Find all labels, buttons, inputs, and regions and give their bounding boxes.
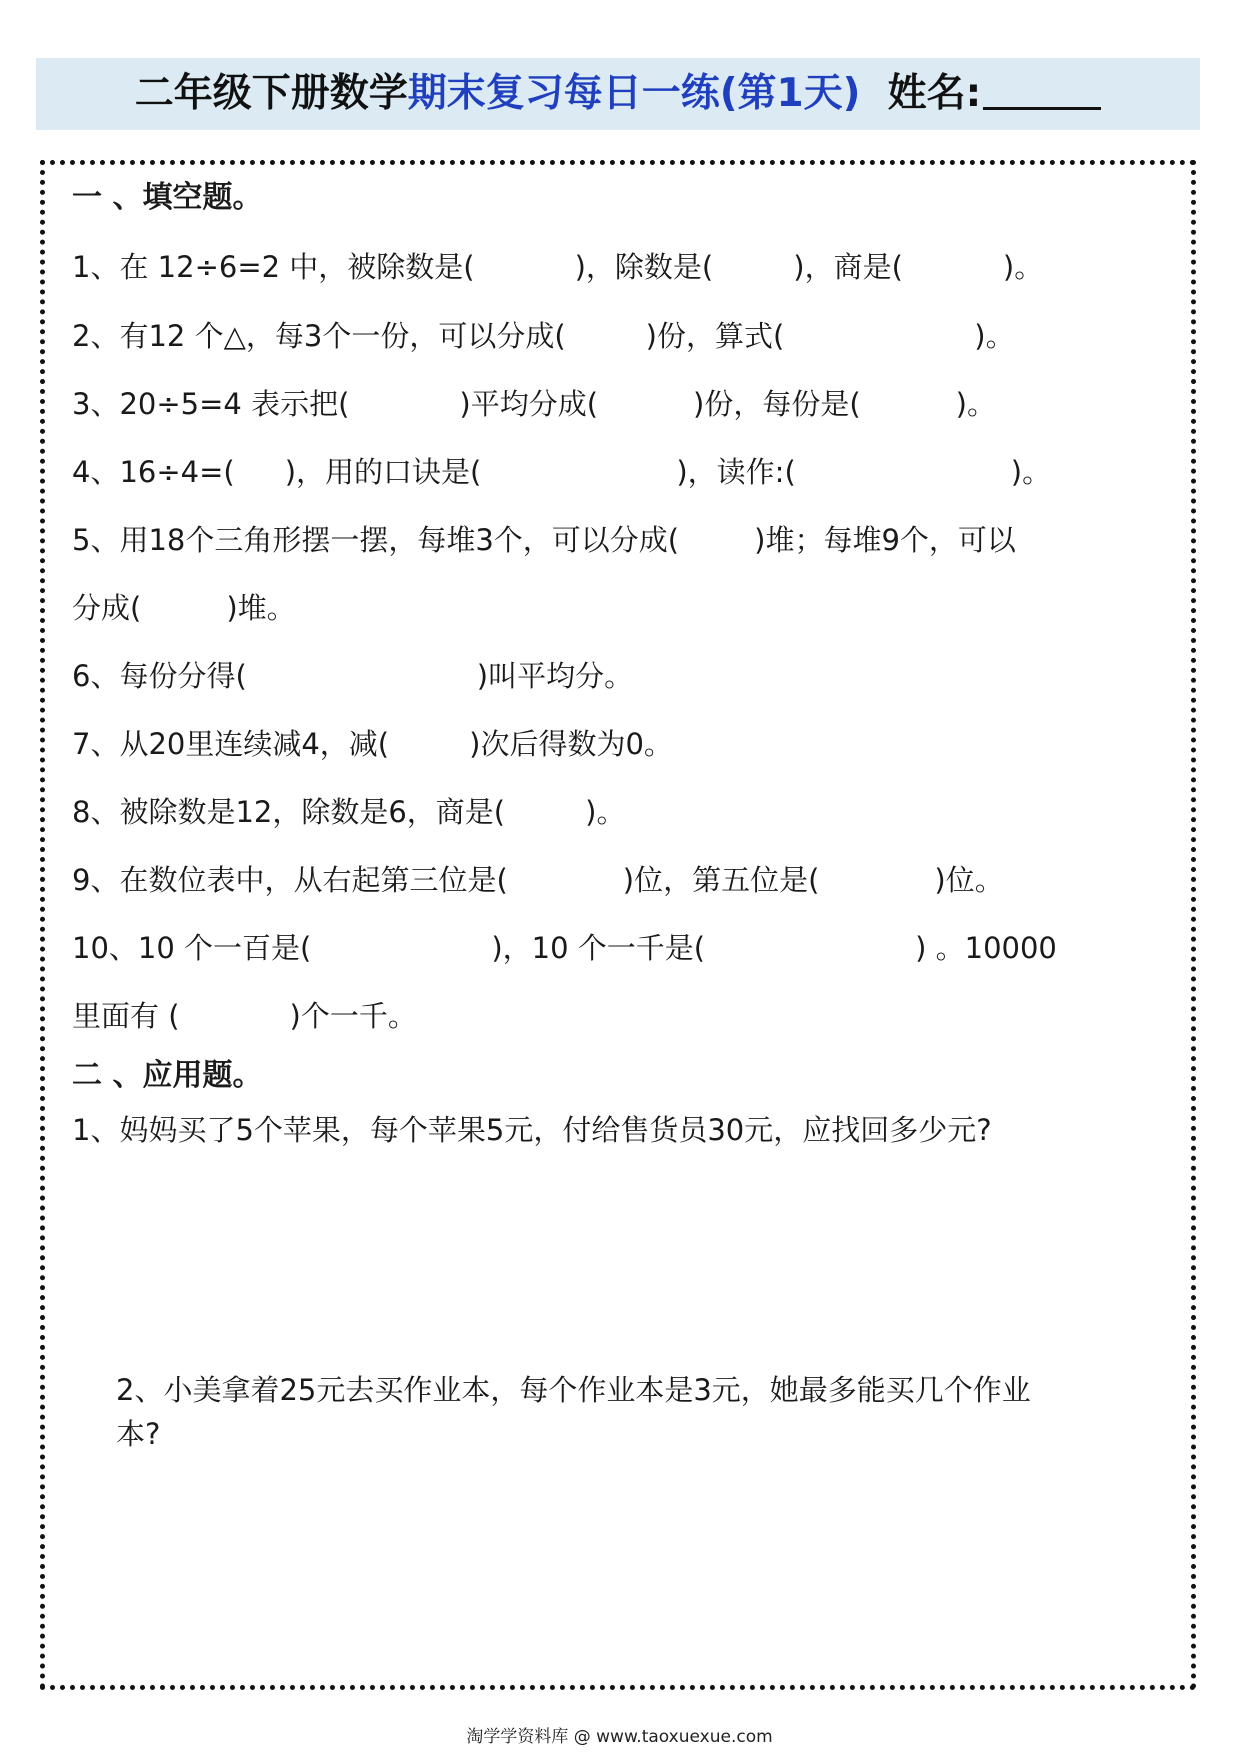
question-9 [72,860,1004,900]
q3-part-b: )平均分成( [459,387,599,421]
q10-part-c: ) 。10000 [915,931,1057,965]
q8-part-a: 8、被除数是12，除数是6，商是( [72,795,506,829]
q1-part-c: )，商是( [793,250,903,284]
question-10 [72,928,1057,968]
q2-part-a: 2、有12 个△，每3个一份，可以分成( [72,319,566,353]
question-5-continued [72,588,296,628]
worksheet-title [36,58,1200,130]
question-1 [72,247,1043,287]
question-6 [72,656,633,696]
question-4 [72,452,1051,492]
q3-part-c: )份，每份是( [693,387,861,421]
q10-part-d: 里面有 ( [72,999,180,1033]
section-application-heading: 二 、应用题。 [72,1058,263,1093]
q4-part-d: )。 [1010,455,1052,489]
q8-part-b: )。 [585,795,626,829]
application-problem-2-line-1: 2、小美拿着25元去买作业本，每个作业本是3元，她最多能买几个作业 [116,1373,1031,1407]
q9-part-a: 9、在数位表中，从右起第三位是( [72,863,508,897]
title-banner [36,58,1200,130]
question-10-continued [72,996,417,1036]
q1-part-b: )，除数是( [574,250,714,284]
question-7 [72,724,673,764]
q10-part-a: 10、10 个一百是( [72,931,312,965]
q7-part-b: )次后得数为0。 [469,727,673,761]
section-fill-in-heading: 一 、填空题。 [72,180,263,215]
q4-part-a: 4、16÷4=( [72,455,235,489]
q5-part-d: )堆。 [226,591,296,625]
q1-part-d: )。 [1002,250,1044,284]
question-8 [72,792,625,832]
question-2 [72,316,1015,356]
q3-part-d: )。 [955,387,996,421]
footer-source: 淘学学资料库 @ www.taoxuexue.com [466,1727,773,1747]
title-topic: 期末复习每日一练(第1天) [407,71,861,116]
q10-part-e: )个一千。 [289,999,417,1033]
application-problem-2-line-2: 本? [116,1417,161,1451]
q5-part-a: 5、用18个三角形摆一摆，每堆3个，可以分成( [72,523,680,557]
q6-part-b: )叫平均分。 [476,659,634,693]
q5-part-b: )堆；每堆9个，可以 [754,523,1016,557]
q2-part-b: )份，算式( [645,319,785,353]
q9-part-b: )位，第五位是( [622,863,820,897]
application-problem-1: 1、妈妈买了5个苹果，每个苹果5元，付给售货员30元，应找回多少元? [72,1113,992,1147]
q4-part-c: )，读作:( [676,455,796,489]
q3-part-a: 3、20÷5=4 表示把( [72,387,350,421]
name-field[interactable] [983,73,1101,110]
q6-part-a: 6、每份分得( [72,659,247,693]
q2-part-c: )。 [974,319,1015,353]
q1-part-a: 1、在 12÷6=2 中，被除数是( [72,250,475,284]
q10-part-b: )，10 个一千是( [491,931,706,965]
name-label: 姓名: [887,71,982,116]
q5-part-c: 分成( [72,591,142,625]
q9-part-c: )位。 [934,863,1004,897]
question-3 [72,384,996,424]
question-5 [72,520,1016,560]
q7-part-a: 7、从20里连续减4，减( [72,727,390,761]
title-grade: 二年级下册数学 [134,71,408,116]
q4-part-b: )，用的口诀是( [284,455,482,489]
